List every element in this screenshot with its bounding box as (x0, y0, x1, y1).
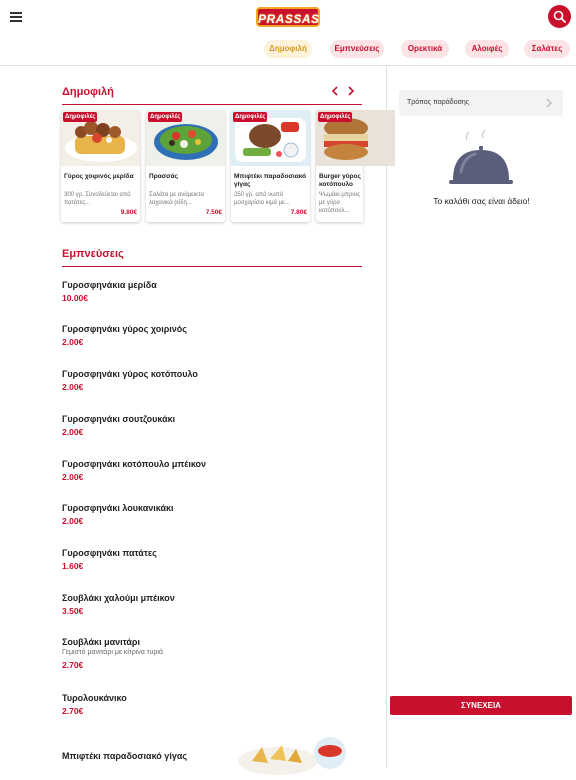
popular-badge: Δημοφιλές (150, 114, 181, 120)
menu-item[interactable] (62, 279, 362, 305)
card-description: 250 γρ. από νωπό μοσχαρίσιο κιμά με... (234, 192, 290, 206)
delivery-method-selector[interactable] (399, 90, 563, 116)
menu-item[interactable] (62, 547, 362, 573)
chevron-right-icon (346, 85, 356, 97)
brand-logo[interactable]: PRASSAS (256, 7, 320, 27)
menu-item[interactable] (62, 502, 362, 528)
item-description: Γεμιστό μανιτάρι με κίτρινα τυριά (62, 649, 163, 656)
product-card[interactable] (61, 110, 140, 222)
tab-salads[interactable]: Σαλάτες (524, 40, 570, 58)
item-price: 2.00€ (62, 427, 84, 437)
item-name: Γυροσφηνάκι σουτζουκάκι (62, 414, 176, 424)
product-card[interactable] (316, 110, 363, 222)
menu-item[interactable] (62, 413, 362, 439)
menu-item[interactable] (62, 592, 362, 618)
card-price: 7.80€ (290, 209, 307, 216)
item-price: 10.00€ (62, 293, 88, 303)
popular-badge: Δημοφιλές (235, 114, 266, 120)
burger-patty-thumbnail (230, 735, 354, 768)
carousel-next-button[interactable] (346, 84, 358, 96)
menu-item[interactable] (62, 323, 362, 349)
section-divider (62, 266, 362, 267)
popular-section-title: Δημοφιλή (62, 86, 114, 98)
menu-item[interactable] (62, 368, 362, 394)
continue-button[interactable]: ΣΥΝΕΧΕΙΑ (390, 696, 572, 715)
item-name: Γυροσφηνάκι πατάτες (62, 548, 157, 558)
item-price: 2.70€ (62, 706, 84, 716)
inspirations-section-title: Εμπνεύσεις (62, 248, 124, 260)
item-price: 2.70€ (62, 660, 84, 670)
item-name: Γυροσφηνάκια μερίδα (62, 280, 157, 290)
empty-cart-message: Το καλάθι σας είναι άδειο! (433, 196, 530, 206)
menu-item[interactable] (62, 458, 362, 484)
tab-inspirations[interactable]: Εμπνεύσεις (330, 40, 384, 58)
tab-popular[interactable]: Δημοφιλή (264, 40, 312, 58)
product-card[interactable] (146, 110, 225, 222)
product-card[interactable] (231, 110, 310, 222)
cart-panel (387, 66, 576, 768)
item-name: Γυροσφηνάκι γύρος κοτόπουλο (62, 369, 198, 379)
card-title: Burger γύρος κοτόπουλο (319, 173, 361, 188)
item-price: 1.60€ (62, 561, 84, 571)
item-name: Σουβλάκι μανιτάρι (62, 637, 140, 647)
carousel-prev-button[interactable] (330, 84, 342, 96)
item-price: 2.00€ (62, 382, 84, 392)
item-price: 2.00€ (62, 337, 84, 347)
item-price: 2.00€ (62, 472, 84, 482)
chevron-left-icon (330, 85, 340, 97)
popular-badge: Δημοφιλές (65, 114, 96, 120)
menu-item[interactable] (62, 692, 362, 718)
card-title: Πρασσάς (149, 173, 178, 180)
card-title: Μπιφτέκι παραδοσιακό γίγας (234, 173, 307, 188)
menu-item[interactable] (62, 636, 362, 672)
empty-cart-cloche-icon (449, 132, 513, 188)
search-icon (553, 10, 566, 23)
chevron-right-icon (545, 98, 553, 108)
item-price: 2.00€ (62, 516, 84, 526)
card-price: 9.80€ (120, 209, 137, 216)
search-button[interactable] (548, 5, 571, 28)
card-description: Σαλάτα με ανάμεικτα λαχανικά (είδη... (149, 192, 204, 206)
item-name: Γυροσφηνάκι κοτόπουλο μπέικον (62, 459, 207, 469)
popular-badge: Δημοφιλές (320, 114, 351, 120)
section-divider (62, 104, 362, 105)
card-description: 300 γρ. Συνοδεύεται από πατάτες... (64, 192, 131, 206)
item-name: Γυροσφηνάκι λουκανικάκι (62, 503, 174, 513)
item-name: Σουβλάκι χαλούμι μπέικον (62, 593, 175, 603)
item-price: 3.50€ (62, 606, 84, 616)
item-name: Γυροσφηνάκι γύρος χοιρινός (62, 324, 187, 334)
item-name: Τυρολουκάνικο (62, 693, 127, 703)
item-name: Μπιφτέκι παραδοσιακό γίγας (62, 751, 188, 761)
card-title: Γύρος χοιρινός μερίδα (64, 173, 134, 180)
card-description: Ψωμάκι μπριος με γύρο κοτόπουλ... (319, 192, 360, 214)
delivery-method-label: Τρόπος παράδοσης (407, 99, 470, 106)
tab-spreads[interactable]: Αλοιφές (465, 40, 509, 58)
tab-appetizers[interactable]: Ορεκτικά (401, 40, 449, 58)
card-price: 7.50€ (205, 209, 222, 216)
